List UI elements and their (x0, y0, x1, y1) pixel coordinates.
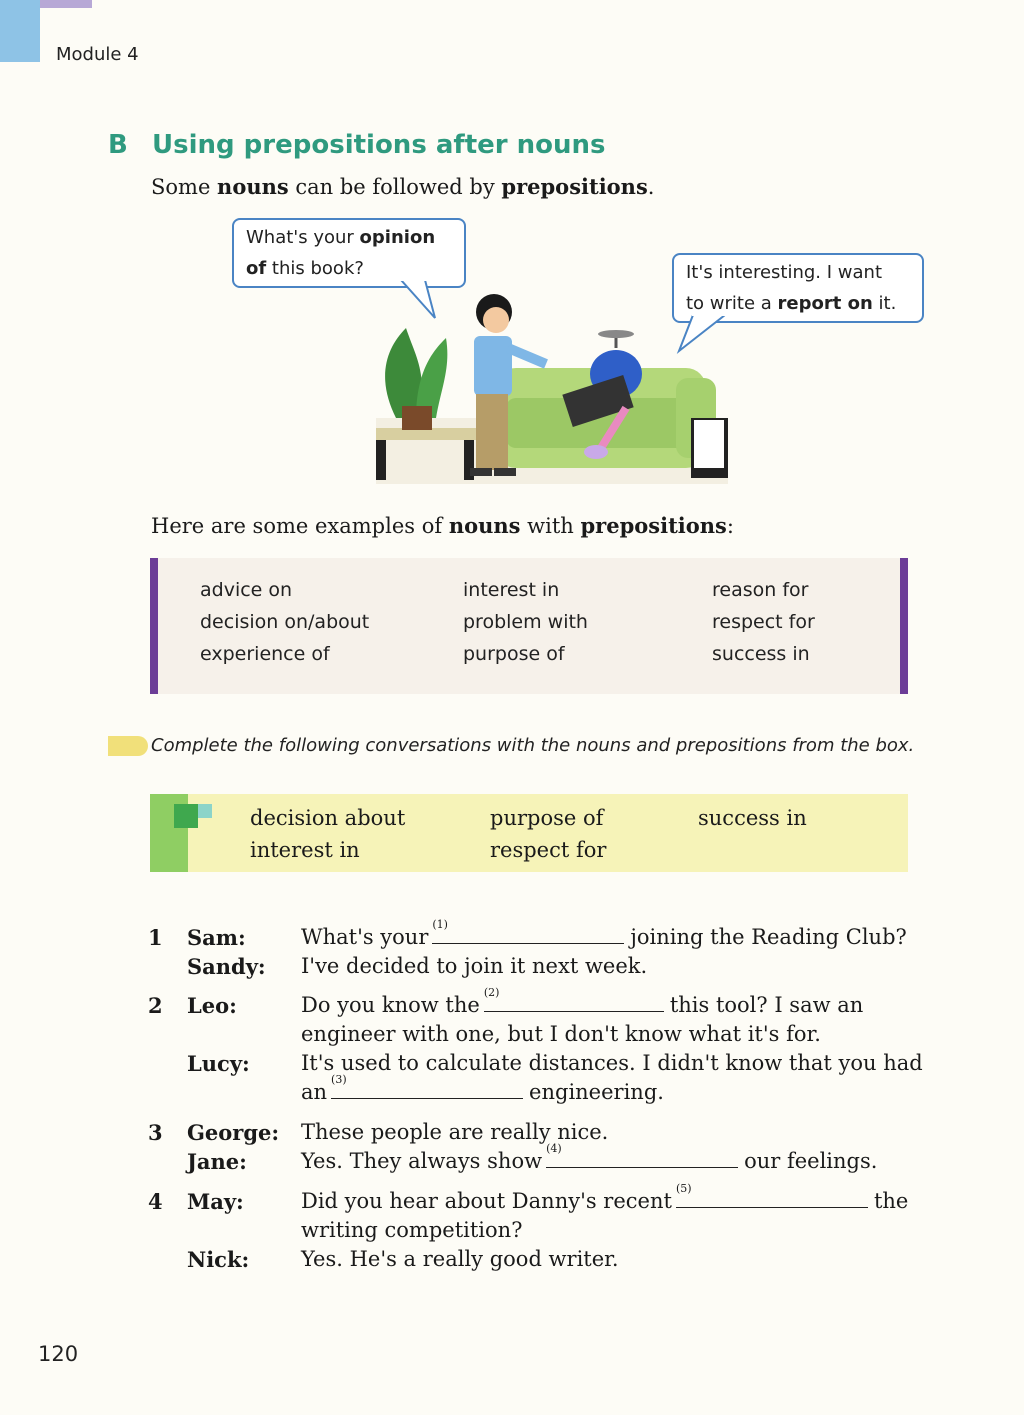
conversation-number: 1 (148, 925, 163, 950)
answer-blank-4[interactable]: (4) (546, 1147, 738, 1168)
answer-option: purpose of (490, 806, 604, 830)
speaker-name: Nick: (187, 1247, 250, 1272)
dialogue-line: These people are really nice. (301, 1120, 609, 1144)
page-number: 120 (38, 1342, 79, 1366)
instruction-text: Complete the following conversations with the nouns and prepositions from the box. (151, 735, 915, 756)
module-label: Module 4 (56, 44, 139, 65)
speech-bubble-answer: It's interesting. I want to write a report on it. (672, 253, 924, 323)
speaker-name: Sam: (187, 925, 246, 950)
speech-bubble-question: What's your opinion of this book? (232, 218, 466, 288)
examples-column-1 (200, 574, 369, 670)
speaker-name: Lucy: (187, 1051, 250, 1076)
example-item: purpose of (463, 643, 565, 665)
answer-blank-1[interactable]: (1) (432, 923, 624, 944)
conversation-number: 4 (148, 1189, 163, 1214)
examples-intro-text: Here are some examples of nouns with prepositions: (151, 513, 734, 538)
dialogue-line: I've decided to join it next week. (301, 954, 648, 978)
speaker-name: Leo: (187, 993, 237, 1018)
example-item: interest in (463, 579, 560, 601)
answer-blank-5[interactable]: (5) (676, 1187, 868, 1208)
dialogue-line: Yes. They always show (4) our feelings. (301, 1142, 878, 1173)
speaker-name: May: (187, 1189, 244, 1214)
speaker-name: Jane: (187, 1149, 247, 1174)
answer-blank-2[interactable]: (2) (484, 991, 664, 1012)
example-item: success in (712, 643, 810, 665)
answer-option: respect for (490, 838, 607, 862)
answer-blank-3[interactable]: (3) (331, 1078, 523, 1099)
conversation-number: 2 (148, 993, 163, 1018)
answer-option: interest in (250, 838, 360, 862)
conversation-number: 3 (148, 1120, 163, 1145)
example-item: decision on/about (200, 611, 370, 633)
dialogue-line: writing competition? (301, 1218, 523, 1242)
section-letter: B (108, 130, 128, 160)
examples-box (150, 558, 908, 694)
answer-box-decoration-small-square (198, 804, 212, 818)
instruction-marker (108, 736, 148, 756)
dialogue-line: It's used to calculate distances. I didn't know that you had (301, 1051, 923, 1075)
examples-column-2 (463, 574, 588, 670)
dialogue-line: What's your (1) joining the Reading Club? (301, 918, 907, 949)
section-title: Using prepositions after nouns (152, 130, 606, 160)
example-item: respect for (712, 611, 815, 633)
example-item: advice on (200, 579, 293, 601)
answer-column-1 (250, 802, 405, 866)
example-item: problem with (463, 611, 588, 633)
examples-column-3 (712, 574, 815, 670)
speaker-name: Sandy: (187, 954, 266, 979)
intro-text: Some nouns can be followed by prepositions. (151, 174, 655, 199)
dialogue-line: Did you hear about Danny's recent (5) the (301, 1182, 909, 1213)
corner-decoration (0, 0, 40, 62)
dialogue-line: Yes. He's a really good writer. (301, 1247, 619, 1271)
dialogue-line: engineer with one, but I don't know what it's for. (301, 1022, 821, 1046)
dialogue-line: Do you know the (2) this tool? I saw an (301, 986, 864, 1017)
example-item: reason for (712, 579, 809, 601)
answer-option: success in (698, 806, 807, 830)
answer-column-3 (698, 802, 807, 834)
answer-column-2 (490, 802, 606, 866)
dialogue-line: an (3) engineering. (301, 1073, 664, 1104)
answer-box-decoration-square (174, 804, 198, 828)
answer-option: decision about (250, 806, 406, 830)
illustration-boy-and-robot-on-sofa (376, 288, 728, 484)
example-item: experience of (200, 643, 330, 665)
answer-word-box (150, 794, 908, 872)
corner-decoration-strip (40, 0, 92, 8)
speaker-name: George: (187, 1120, 280, 1145)
